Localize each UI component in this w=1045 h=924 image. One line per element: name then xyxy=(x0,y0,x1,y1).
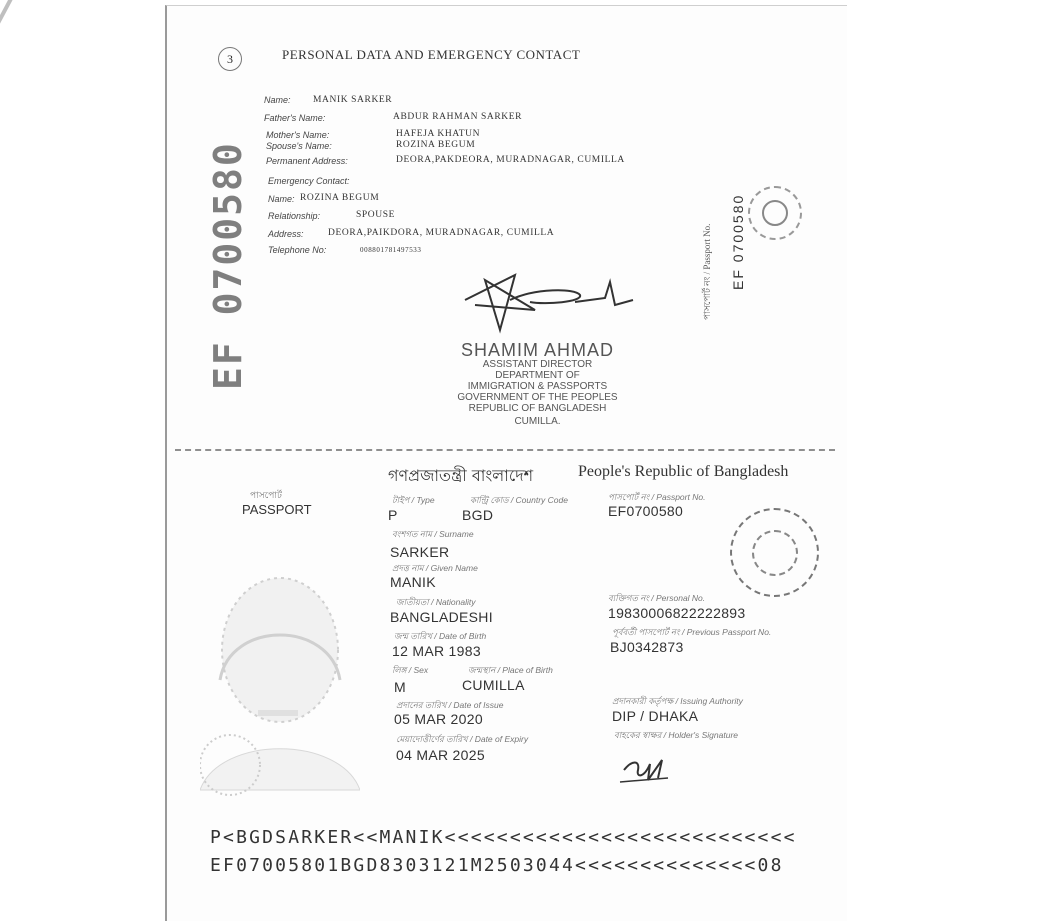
page-number: 3 xyxy=(218,47,242,71)
perforated-passport-number: EF 0700580 xyxy=(206,141,250,390)
country-code-value: BGD xyxy=(462,507,494,523)
permanent-address-value: DEORA,PAKDEORA, MURADNAGAR, CUMILLA xyxy=(396,155,625,165)
stamp-officer-name: SHAMIM AHMAD xyxy=(460,340,614,360)
type-label: টাইপ / Type xyxy=(392,495,435,505)
sex-label: লিঙ্গ / Sex xyxy=(392,665,429,675)
telephone-value: 008801781497533 xyxy=(360,246,422,254)
vertical-passport-label: পাসপোর্ট নং / Passport No. xyxy=(702,223,712,320)
page-title: PERSONAL DATA AND EMERGENCY CONTACT xyxy=(282,47,581,62)
stamp-line-3: IMMIGRATION & PASSPORTS xyxy=(467,381,608,392)
address-value: DEORA,PAIKDORA, MURADNAGAR, CUMILLA xyxy=(328,228,555,238)
page-fold xyxy=(175,449,835,451)
stamp-line-6: CUMILLA. xyxy=(514,416,561,427)
stamp-line-1: ASSISTANT DIRECTOR xyxy=(482,359,593,370)
mother-label: Mother's Name: xyxy=(266,130,330,140)
country-code-label: কান্ট্রি কোড / Country Code xyxy=(470,495,568,505)
nationality-value: BANGLADESHI xyxy=(390,609,493,625)
emergency-contact-label: Emergency Contact: xyxy=(268,176,350,186)
mrz-line-2: EF07005801BGD8303121M2503044<<<<<<<<<<<<<<08 xyxy=(210,855,784,876)
upper-seal xyxy=(748,186,802,240)
authority-value: DIP / DHAKA xyxy=(612,708,699,724)
spouse-value: ROZINA BEGUM xyxy=(396,140,476,150)
ec-name-value: ROZINA BEGUM xyxy=(300,193,380,203)
issue-date-value: 05 MAR 2020 xyxy=(394,711,483,727)
given-name-label: প্রদত্ত নাম / Given Name xyxy=(392,563,478,573)
holder-signature xyxy=(618,752,678,786)
mother-value: HAFEJA KHATUN xyxy=(396,129,481,139)
mrz-line-1: P<BGDSARKER<<MANIK<<<<<<<<<<<<<<<<<<<<<<<<<<< xyxy=(210,827,797,848)
type-value: P xyxy=(388,507,398,523)
dob-value: 12 MAR 1983 xyxy=(392,643,481,659)
vertical-passport-number: EF 0700580 xyxy=(730,193,746,290)
name-label: Name: xyxy=(264,95,291,105)
dob-label: জন্ম তারিখ / Date of Birth xyxy=(394,631,487,641)
stamp-line-5: REPUBLIC OF BANGLADESH xyxy=(468,403,607,414)
officer-signature xyxy=(455,270,640,340)
scan-edge-stroke xyxy=(0,0,43,58)
expiry-value: 04 MAR 2025 xyxy=(396,747,485,763)
signature-label: বাহকের স্বাক্ষর / Holder's Signature xyxy=(614,730,739,740)
address-label: Address: xyxy=(268,229,304,239)
spouse-label: Spouse's Name: xyxy=(266,141,332,151)
stamp-line-4: GOVERNMENT OF THE PEOPLES xyxy=(457,392,618,403)
stamp-line-2: DEPARTMENT OF xyxy=(495,370,580,381)
telephone-label: Telephone No: xyxy=(268,245,327,255)
doc-bengali: পাসপোর্ট xyxy=(250,491,282,501)
personal-no-label: ব্যক্তিগত নং / Personal No. xyxy=(608,593,706,603)
expiry-label: মেয়াদোত্তীর্ণের তারিখ / Date of Expiry xyxy=(396,734,529,744)
passport-no-label: পাসপোর্ট নং / Passport No. xyxy=(608,492,706,502)
personal-no-value: 19830006822222893 xyxy=(608,605,746,621)
sex-value: M xyxy=(394,679,406,695)
relationship-value: SPOUSE xyxy=(356,210,395,220)
header-bengali: গণপ্রজাতন্ত্রী বাংলাদেশ xyxy=(388,466,534,485)
passport-no-value: EF0700580 xyxy=(608,503,684,519)
surname-label: বংশগত নাম / Surname xyxy=(392,529,474,539)
holder-photo xyxy=(200,560,360,800)
prev-passport-value: BJ0342873 xyxy=(610,639,684,655)
permanent-address-label: Permanent Address: xyxy=(266,156,348,166)
issue-date-label: প্রদানের তারিখ / Date of Issue xyxy=(396,700,504,710)
relationship-label: Relationship: xyxy=(268,211,321,221)
father-value: ABDUR RAHMAN SARKER xyxy=(393,112,523,122)
pob-value: CUMILLA xyxy=(462,677,525,693)
name-value: MANIK SARKER xyxy=(313,95,393,105)
nationality-label: জাতীয়তা / Nationality xyxy=(396,597,476,607)
father-label: Father's Name: xyxy=(264,113,326,123)
prev-passport-label: পূর্ববর্তী পাসপোর্ট নং / Previous Passport No. xyxy=(612,627,772,637)
given-name-value: MANIK xyxy=(390,574,436,590)
header-english: People's Republic of Bangladesh xyxy=(578,463,789,480)
surname-value: SARKER xyxy=(390,544,450,560)
doc-type-title: PASSPORT xyxy=(242,502,312,517)
lower-seal xyxy=(730,508,819,597)
ec-name-label: Name: xyxy=(268,194,295,204)
pob-label: জন্মস্থান / Place of Birth xyxy=(468,665,553,675)
authority-label: প্রদানকারী কর্তৃপক্ষ / Issuing Authority xyxy=(612,696,743,706)
